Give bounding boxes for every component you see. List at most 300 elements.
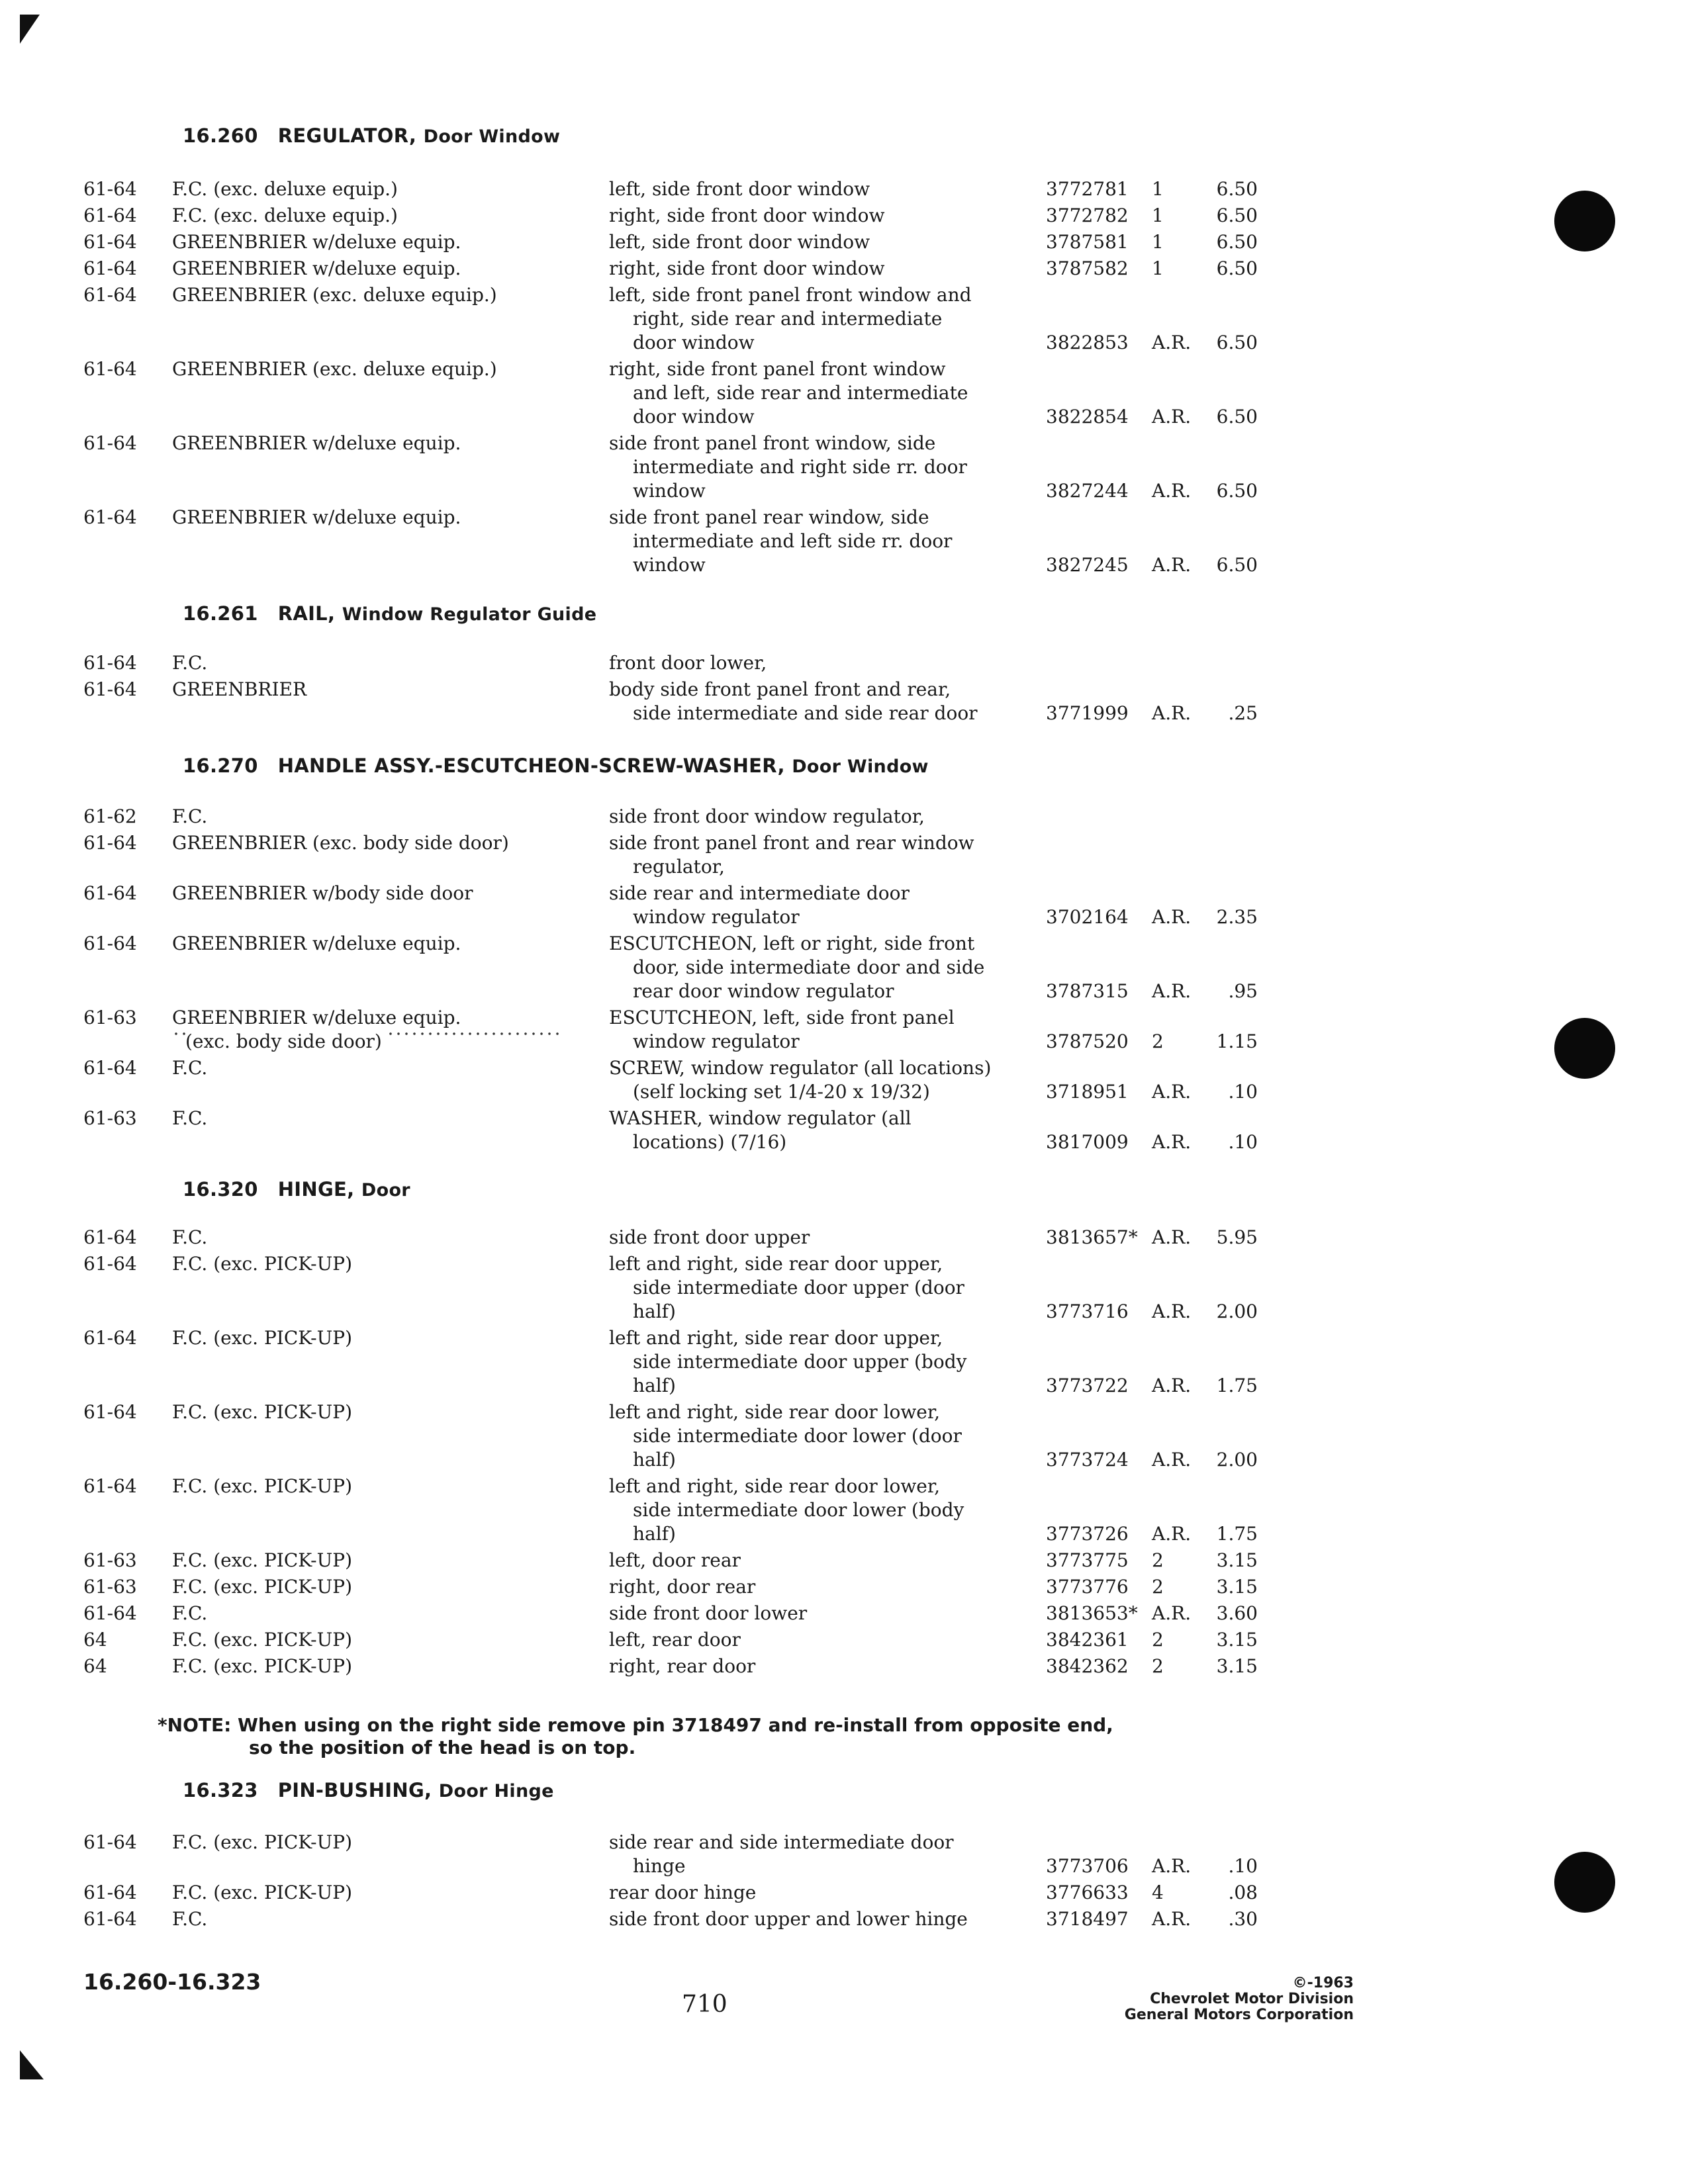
description-text: window <box>633 480 710 502</box>
description-text: side intermediate door upper (body <box>633 1351 967 1373</box>
description-line <box>609 956 1019 979</box>
description-line <box>609 1252 1019 1276</box>
model-years: 61-64 <box>83 1831 137 1853</box>
quantity: A.R. <box>1152 1449 1192 1471</box>
description-line <box>609 177 1019 201</box>
description-line <box>609 230 1019 254</box>
price: 1.15 <box>1216 1030 1258 1052</box>
description-text: right, side front panel front window <box>609 358 946 380</box>
part-number: 3773722 <box>1046 1375 1129 1396</box>
application-text: F.C. <box>172 1908 211 1930</box>
hinge-footnote <box>158 1714 1113 1759</box>
price: .08 <box>1228 1882 1258 1903</box>
section-title: HINGE, <box>277 1178 355 1201</box>
application-text: GREENBRIER w/deluxe equip. <box>172 933 465 954</box>
part-number: 3787315 <box>1046 980 1129 1002</box>
description-line <box>609 357 1019 381</box>
description-line <box>609 1498 1019 1522</box>
model-years: 61-64 <box>83 1475 137 1497</box>
section-heading <box>183 1779 554 1801</box>
price: 6.50 <box>1216 406 1258 428</box>
application-line <box>172 230 563 254</box>
application-text: GREENBRIER w/body side door <box>172 882 477 904</box>
application-text: F.C. (exc. PICK-UP) <box>172 1327 356 1349</box>
quantity: A.R. <box>1152 1523 1192 1545</box>
description-cell <box>609 1400 1019 1472</box>
description-cell <box>609 506 1019 577</box>
application-line <box>172 651 563 675</box>
table-row <box>0 230 1688 254</box>
price: 2.00 <box>1216 1300 1258 1322</box>
description-text: intermediate and right side rr. door <box>633 456 967 478</box>
application-cell <box>172 1475 563 1498</box>
description-cell <box>609 432 1019 503</box>
application-text: F.C. (exc. PICK-UP) <box>172 1831 356 1853</box>
application-cell <box>172 432 563 455</box>
description-text: WASHER, window regulator (all <box>609 1107 912 1129</box>
description-line <box>609 1831 1019 1854</box>
application-line <box>172 1030 563 1054</box>
application-cell <box>172 678 563 702</box>
part-number: 3772782 <box>1046 205 1129 226</box>
description-line <box>609 1854 1019 1878</box>
application-text: F.C. <box>172 652 211 674</box>
application-cell <box>172 651 563 675</box>
section-heading <box>183 754 929 777</box>
price: 3.15 <box>1216 1576 1258 1598</box>
description-line <box>609 381 1019 405</box>
description-text: left, door rear <box>609 1549 745 1571</box>
description-cell <box>609 1056 1019 1104</box>
application-cell <box>172 177 563 201</box>
table-row <box>0 1252 1688 1324</box>
description-text: right, side front door window <box>609 205 889 226</box>
application-text: F.C. (exc. PICK-UP) <box>172 1882 356 1903</box>
quantity: A.R. <box>1152 1375 1192 1396</box>
section-heading <box>183 124 560 147</box>
application-line <box>172 805 563 829</box>
quantity: 1 <box>1152 231 1164 253</box>
application-text: F.C. (exc. PICK-UP) <box>172 1549 356 1571</box>
model-years: 61-63 <box>83 1007 137 1028</box>
model-years: 64 <box>83 1629 107 1651</box>
description-cell <box>609 678 1019 725</box>
description-line <box>609 283 1019 307</box>
application-cell <box>172 1056 563 1080</box>
application-line <box>172 1226 563 1250</box>
model-years: 61-64 <box>83 933 137 954</box>
price: .30 <box>1228 1908 1258 1930</box>
table-row <box>0 678 1688 725</box>
description-text: ESCUTCHEON, left, side front panel <box>609 1007 955 1028</box>
description-text: right, side rear and intermediate <box>633 308 943 330</box>
description-line <box>609 1655 1019 1678</box>
description-text: rear door hinge <box>609 1882 760 1903</box>
application-text: GREENBRIER w/deluxe equip. <box>172 1007 465 1028</box>
application-cell <box>172 932 563 956</box>
price: .95 <box>1228 980 1258 1002</box>
description-cell <box>609 1655 1019 1678</box>
application-text: F.C. <box>172 805 211 827</box>
table-row <box>0 257 1688 281</box>
application-line <box>172 1326 563 1350</box>
application-text: F.C. (exc. PICK-UP) <box>172 1629 356 1651</box>
description-cell <box>609 230 1019 254</box>
quantity: A.R. <box>1152 554 1192 576</box>
table-row <box>0 831 1688 879</box>
application-text: F.C. (exc. PICK-UP) <box>172 1475 356 1497</box>
model-years: 61-63 <box>83 1549 137 1571</box>
description-text: half) <box>633 1523 680 1545</box>
application-line <box>172 357 563 381</box>
application-text: F.C. (exc. deluxe equip.) <box>172 205 402 226</box>
application-line <box>172 1107 563 1130</box>
application-text: GREENBRIER w/deluxe equip. <box>172 506 465 528</box>
section-number: 16.270 <box>183 754 258 777</box>
description-text: half) <box>633 1300 680 1322</box>
model-years: 64 <box>83 1655 107 1677</box>
application-cell <box>172 882 563 905</box>
description-cell <box>609 177 1019 201</box>
section-heading <box>183 1178 410 1201</box>
application-text: GREENBRIER w/deluxe equip. <box>172 432 465 454</box>
section-title: HANDLE ASSY.-ESCUTCHEON-SCREW-WASHER, <box>277 754 785 777</box>
application-text: F.C. (exc. PICK-UP) <box>172 1576 356 1598</box>
quantity: 2 <box>1152 1629 1164 1651</box>
quantity: 2 <box>1152 1030 1164 1052</box>
application-line <box>172 506 563 529</box>
description-text: regulator, <box>633 856 725 878</box>
price: 5.95 <box>1216 1226 1258 1248</box>
part-number: 3773726 <box>1046 1523 1129 1545</box>
description-text: ESCUTCHEON, left or right, side front <box>609 933 975 954</box>
description-cell <box>609 1006 1019 1054</box>
description-text: left and right, side rear door lower, <box>609 1475 941 1497</box>
price: 2.00 <box>1216 1449 1258 1471</box>
section-subtitle: Door Window <box>792 756 929 777</box>
description-text: window regulator <box>633 906 804 928</box>
application-line <box>172 1628 563 1652</box>
description-cell <box>609 1881 1019 1905</box>
copyright-block <box>1125 1976 1354 2023</box>
description-text: body side front panel front and rear, <box>609 678 951 700</box>
description-cell <box>609 1628 1019 1652</box>
quantity: A.R. <box>1152 1226 1192 1248</box>
table-row <box>0 805 1688 829</box>
description-line <box>609 1549 1019 1572</box>
description-cell <box>609 1326 1019 1398</box>
description-line <box>609 405 1019 429</box>
application-cell <box>172 1881 563 1905</box>
description-line <box>609 1881 1019 1905</box>
description-text: side front panel rear window, side <box>609 506 929 528</box>
table-row <box>0 357 1688 429</box>
price: .10 <box>1228 1081 1258 1103</box>
price: 6.50 <box>1216 554 1258 576</box>
description-line <box>609 1907 1019 1931</box>
table-row <box>0 882 1688 929</box>
model-years: 61-64 <box>83 1327 137 1349</box>
price: 1.75 <box>1216 1375 1258 1396</box>
model-years: 61-64 <box>83 205 137 226</box>
quantity: 4 <box>1152 1882 1164 1903</box>
section-number: 16.320 <box>183 1178 258 1201</box>
quantity: 1 <box>1152 178 1164 200</box>
description-line <box>609 831 1019 855</box>
description-line <box>609 1575 1019 1599</box>
description-text: door, side intermediate door and side <box>633 956 985 978</box>
part-number: 3718951 <box>1046 1081 1129 1103</box>
description-text: half) <box>633 1449 680 1471</box>
table-row <box>0 1602 1688 1625</box>
table-row <box>0 1475 1688 1546</box>
description-cell <box>609 357 1019 429</box>
model-years: 61-63 <box>83 1576 137 1598</box>
section-title: REGULATOR, <box>277 124 417 147</box>
description-line <box>609 1475 1019 1498</box>
page-number: 710 <box>682 1991 727 2018</box>
description-line <box>609 1400 1019 1424</box>
description-line <box>609 1300 1019 1324</box>
note-line: *NOTE: When using on the right side remove pin 3718497 and re-install from opposite end, <box>158 1714 1113 1736</box>
description-text: door window <box>633 332 759 353</box>
description-text: (self locking set 1/4-20 x 19/32) <box>633 1081 934 1103</box>
part-number: 3827244 <box>1046 480 1129 502</box>
table-row <box>0 1549 1688 1572</box>
section-subtitle: Window Regulator Guide <box>342 604 597 625</box>
application-cell <box>172 1602 563 1625</box>
table-row <box>0 506 1688 577</box>
quantity: A.R. <box>1152 406 1192 428</box>
model-years: 61-64 <box>83 1057 137 1079</box>
part-number: 3813653* <box>1046 1602 1138 1624</box>
description-line <box>609 1030 1019 1054</box>
part-number: 3827245 <box>1046 554 1129 576</box>
description-text: left, rear door <box>609 1629 745 1651</box>
table-row <box>0 1831 1688 1878</box>
description-cell <box>609 1575 1019 1599</box>
application-line <box>172 283 563 307</box>
copyright-corporation: General Motors Corporation <box>1124 2007 1354 2023</box>
part-number: 3773724 <box>1046 1449 1129 1471</box>
description-text: side intermediate door lower (body <box>633 1499 964 1521</box>
description-text: front door lower, <box>609 652 767 674</box>
part-number: 3787582 <box>1046 257 1129 279</box>
description-text: side intermediate door upper (door <box>633 1277 964 1298</box>
description-line <box>609 553 1019 577</box>
table-row <box>0 651 1688 675</box>
description-text: window <box>633 554 710 576</box>
price: 6.50 <box>1216 480 1258 502</box>
application-cell <box>172 204 563 228</box>
table-row <box>0 204 1688 228</box>
description-line <box>609 257 1019 281</box>
part-number: 3773776 <box>1046 1576 1129 1598</box>
application-line <box>172 1602 563 1625</box>
quantity: A.R. <box>1152 1081 1192 1103</box>
application-line <box>172 1575 563 1599</box>
description-text: locations) (7/16) <box>633 1131 790 1153</box>
application-line <box>172 1831 563 1854</box>
application-cell <box>172 1575 563 1599</box>
application-cell <box>172 1400 563 1424</box>
model-years: 61-63 <box>83 1107 137 1129</box>
price: .25 <box>1228 702 1258 724</box>
application-cell <box>172 257 563 281</box>
section-title: PIN-BUSHING, <box>277 1779 432 1801</box>
description-text: side intermediate and side rear door <box>633 702 982 724</box>
price: 3.15 <box>1216 1549 1258 1571</box>
part-number: 3842361 <box>1046 1629 1129 1651</box>
description-line <box>609 432 1019 455</box>
application-cell <box>172 1549 563 1572</box>
application-cell <box>172 1107 563 1130</box>
description-text: left and right, side rear door lower, <box>609 1401 941 1423</box>
copyright-year: ©-1963 <box>1292 1975 1354 1991</box>
application-line <box>172 1907 563 1931</box>
application-cell <box>172 1655 563 1678</box>
description-cell <box>609 1549 1019 1572</box>
table-row <box>0 177 1688 201</box>
price: 6.50 <box>1216 178 1258 200</box>
application-line <box>172 177 563 201</box>
section-heading <box>183 602 596 625</box>
quantity: A.R. <box>1152 1855 1192 1877</box>
description-line <box>609 678 1019 702</box>
application-text: F.C. <box>172 1226 211 1248</box>
part-number: 3813657* <box>1046 1226 1138 1248</box>
table-row <box>0 1400 1688 1472</box>
price: 6.50 <box>1216 332 1258 353</box>
description-text: hinge <box>633 1855 690 1877</box>
application-line <box>172 1655 563 1678</box>
application-text: F.C. <box>172 1057 211 1079</box>
description-line <box>609 1522 1019 1546</box>
application-cell <box>172 283 563 307</box>
application-line <box>172 1006 563 1030</box>
quantity: 1 <box>1152 257 1164 279</box>
section-number: 16.261 <box>183 602 258 625</box>
application-text: F.C. (exc. PICK-UP) <box>172 1253 356 1275</box>
application-cell <box>172 1006 563 1054</box>
application-line <box>172 432 563 455</box>
part-number: 3773716 <box>1046 1300 1129 1322</box>
description-cell <box>609 831 1019 879</box>
description-line <box>609 1628 1019 1652</box>
application-cell <box>172 1226 563 1250</box>
description-text: side rear and intermediate door <box>609 882 910 904</box>
description-line <box>609 331 1019 355</box>
description-text: left, side front door window <box>609 231 874 253</box>
application-cell <box>172 1326 563 1350</box>
part-number: 3773775 <box>1046 1549 1129 1571</box>
description-text: intermediate and left side rr. door <box>633 530 953 552</box>
description-cell <box>609 651 1019 675</box>
application-cell <box>172 1252 563 1276</box>
description-cell <box>609 882 1019 929</box>
application-line <box>172 882 563 905</box>
corner-crop-mark-bottom <box>20 2050 44 2079</box>
description-line <box>609 1006 1019 1030</box>
application-text: F.C. (exc. PICK-UP) <box>172 1655 356 1677</box>
model-years: 61-64 <box>83 284 137 306</box>
quantity: 1 <box>1152 205 1164 226</box>
section-title: RAIL, <box>277 602 336 625</box>
description-line <box>609 1276 1019 1300</box>
description-line <box>609 1424 1019 1448</box>
description-line <box>609 1130 1019 1154</box>
description-line <box>609 1326 1019 1350</box>
description-text: side front panel front window, side <box>609 432 936 454</box>
model-years: 61-64 <box>83 1882 137 1903</box>
description-line <box>609 651 1019 675</box>
part-number: 3822854 <box>1046 406 1129 428</box>
part-number: 3787581 <box>1046 231 1129 253</box>
table-row <box>0 1326 1688 1398</box>
quantity: 2 <box>1152 1576 1164 1598</box>
application-line <box>172 1475 563 1498</box>
description-text: side rear and side intermediate door <box>609 1831 954 1853</box>
description-text: right, side front door window <box>609 257 889 279</box>
application-cell <box>172 831 563 855</box>
description-line <box>609 855 1019 879</box>
description-line <box>609 1350 1019 1374</box>
description-cell <box>609 1907 1019 1931</box>
table-row <box>0 283 1688 355</box>
description-text: side front door lower <box>609 1602 811 1624</box>
quantity: A.R. <box>1152 980 1192 1002</box>
quantity: 2 <box>1152 1655 1164 1677</box>
application-cell <box>172 230 563 254</box>
quantity: A.R. <box>1152 1908 1192 1930</box>
quantity: A.R. <box>1152 1131 1192 1153</box>
application-line <box>172 204 563 228</box>
application-cell <box>172 805 563 829</box>
description-cell <box>609 257 1019 281</box>
price: 6.50 <box>1216 257 1258 279</box>
table-row <box>0 1226 1688 1250</box>
table-row <box>0 432 1688 503</box>
description-text: right, door rear <box>609 1576 759 1598</box>
description-line <box>609 455 1019 479</box>
application-text: F.C. (exc. PICK-UP) <box>172 1401 356 1423</box>
description-cell <box>609 1107 1019 1154</box>
model-years: 61-64 <box>83 1226 137 1248</box>
description-line <box>609 882 1019 905</box>
description-line <box>609 979 1019 1003</box>
description-text: half) <box>633 1375 680 1396</box>
application-cell <box>172 1831 563 1854</box>
description-text: door window <box>633 406 759 428</box>
price: 3.60 <box>1216 1602 1258 1624</box>
application-line <box>172 1056 563 1080</box>
price: 1.75 <box>1216 1523 1258 1545</box>
quantity: A.R. <box>1152 332 1192 353</box>
application-cell <box>172 357 563 381</box>
description-line <box>609 1374 1019 1398</box>
model-years: 61-64 <box>83 832 137 854</box>
application-cell <box>172 1907 563 1931</box>
description-line <box>609 1226 1019 1250</box>
part-number: 3822853 <box>1046 332 1129 353</box>
description-cell <box>609 283 1019 355</box>
section-number: 16.260 <box>183 124 258 147</box>
description-text: side front door upper <box>609 1226 814 1248</box>
description-text: side front door upper and lower hinge <box>609 1908 972 1930</box>
description-text: left and right, side rear door upper, <box>609 1327 943 1349</box>
description-text: left and right, side rear door upper, <box>609 1253 943 1275</box>
description-text: side front door window regulator, <box>609 805 925 827</box>
